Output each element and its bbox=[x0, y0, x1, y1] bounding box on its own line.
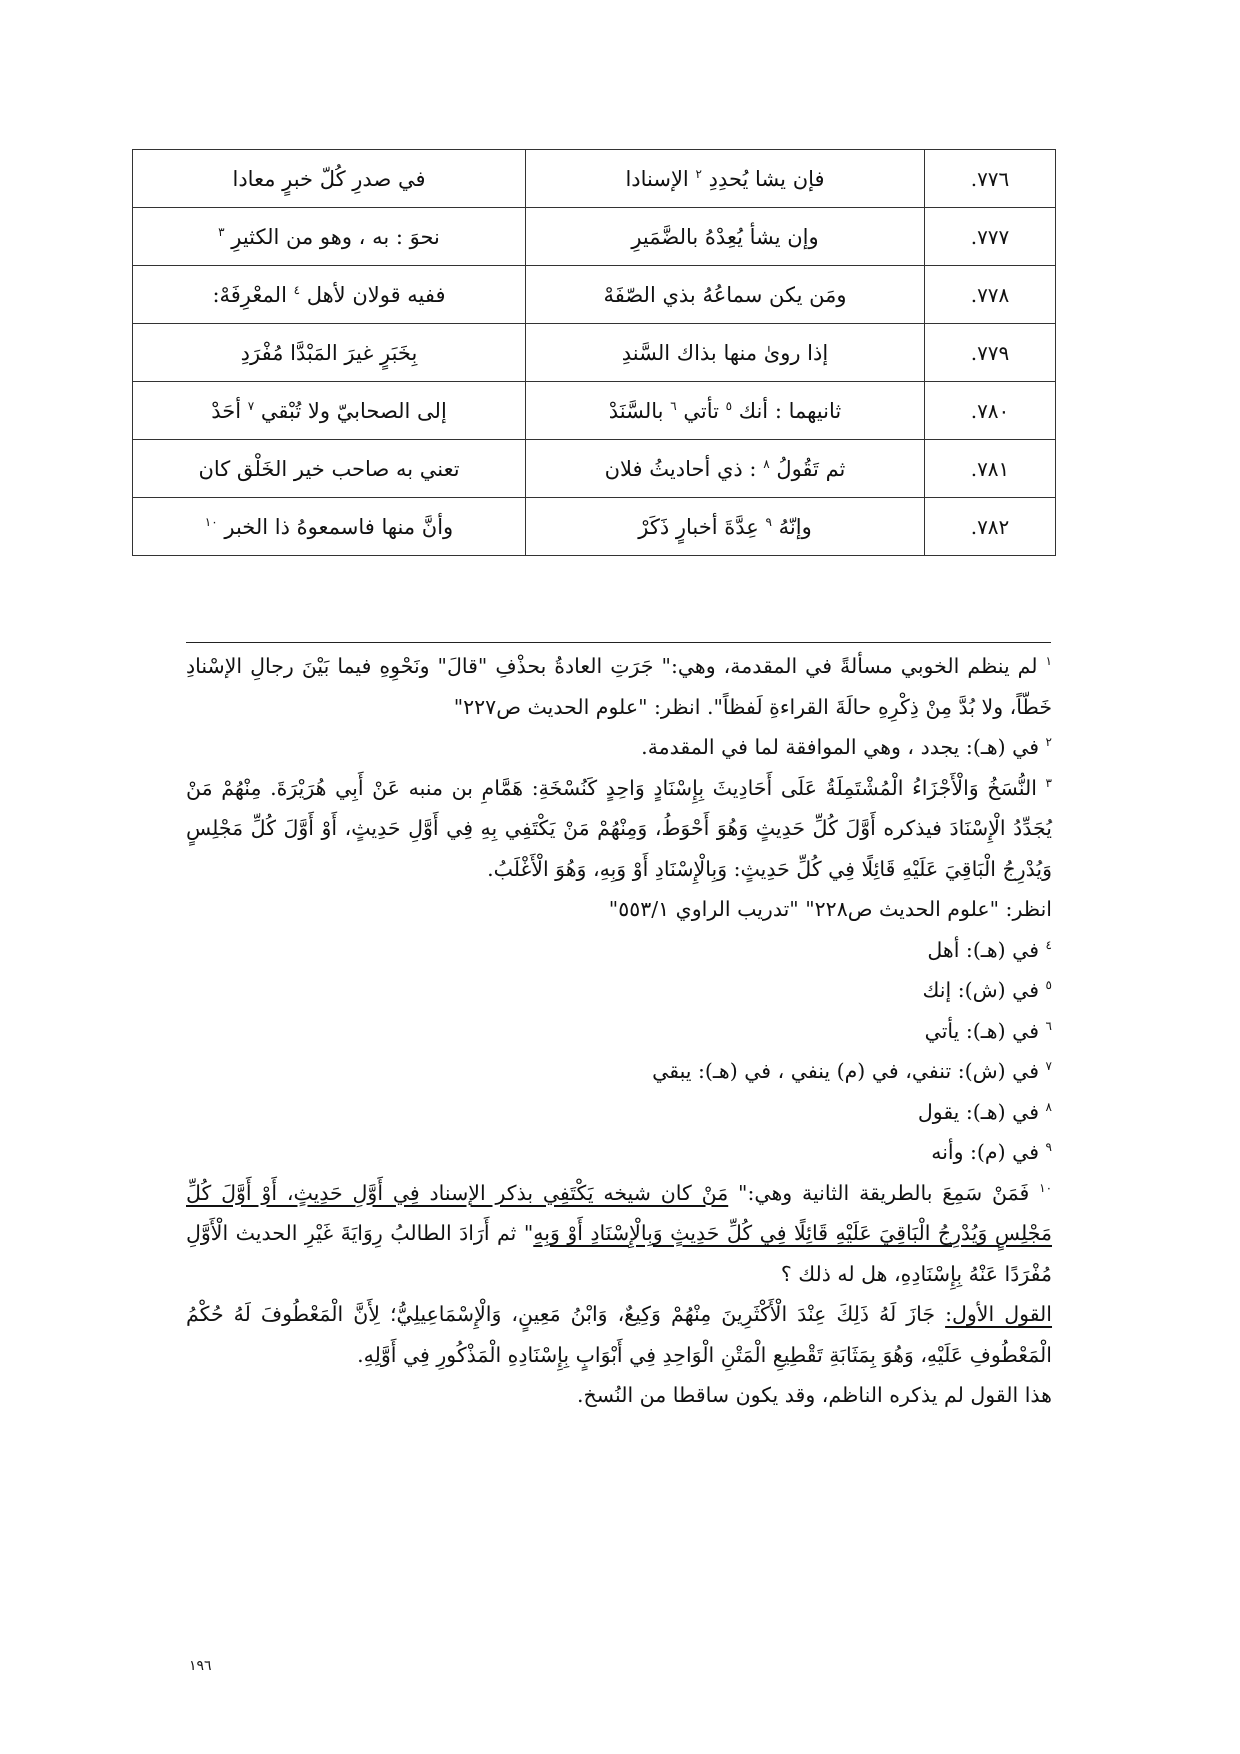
verse-second-hemistich: ففيه قولان لأهل $^٤$ المعْرِفَهْ: bbox=[133, 266, 526, 324]
footnote-mark: ٤ bbox=[1045, 937, 1052, 952]
footnote-10: $^{١٠}$ فَمَنْ سَمِعَ بالطريقة الثانية وهي:" مَنْ كان شيخه يَكْتَفِي بذكر الإسناد فِي أَوَّلِ حَدِيثٍ، أَوْ أَوَّلَ كُلِّ مَجْلِسٍ وَيُدْرِجُ الْبَاقِيَ عَلَيْهِ قَائِلًا فِي كُلِّ حَدِيثٍ وَبِالْإِسْنَادِ أَوْ وَبِهِ" ثم أَرَادَ الطالبُ رِوَايَةَ غَيْرِ الحديث الْأَوَّلِ مُفْرَدًا عَنْهُ بِإِسْنَادِهِ، هل له ذلك ؟ bbox=[186, 1180, 1053, 1286]
footnotes bbox=[186, 646, 1052, 1416]
verse-number: ٧٧٨. bbox=[925, 266, 1056, 324]
footnote-6: $^٦$ في (هـ): يأتي bbox=[924, 1018, 1052, 1043]
first-opinion: القول الأول: جَازَ لَهُ ذَلِكَ عِنْدَ الْأَكْثَرِينَ مِنْهُمْ وَكِيعٌ، وَابْنُ مَعِينٍ، وَالْإِسْمَاعِيلِيُّ؛ لِأَنَّ الْمَعْطُوفَ لَهُ حُكْمُ الْمَعْطُوفِ عَلَيْهِ، وَهُوَ بِمَثَابَةِ تَقْطِيعِ الْمَتْنِ الْوَاحِدِ فِي أَبْوَابٍ بِإِسْنَادِهِ الْمَذْكُورِ فِي أَوَّلِهِ. bbox=[186, 1302, 1053, 1367]
page-number: ١٩٦ bbox=[189, 1658, 212, 1674]
verse-number: ٧٧٧. bbox=[925, 208, 1056, 266]
footnote-7: $^٧$ في (ش): تنفي، في (م) ينفي ، في (هـ): يبقي bbox=[652, 1059, 1052, 1083]
verse-number: ٧٨٠. bbox=[925, 382, 1056, 440]
verse-row bbox=[133, 150, 1056, 208]
first-opinion-label: القول الأول: bbox=[945, 1302, 1053, 1326]
footnote-3-reference: انظر: "علوم الحديث ص٢٢٨" "تدريب الراوي ٥٥٣/١" bbox=[608, 897, 1052, 921]
footnote-ref: ١٠ bbox=[204, 514, 218, 529]
footnote-mark: ٢ bbox=[1045, 735, 1052, 750]
footnote-mark: ٨ bbox=[1045, 1099, 1052, 1114]
verse-second-hemistich: نحوَ : به ، وهو من الكثيرِ $^٣$ bbox=[133, 208, 526, 266]
footnote-ref: ٨ bbox=[763, 456, 770, 471]
verse-row bbox=[133, 382, 1056, 440]
footnote-mark: ٦ bbox=[1045, 1018, 1052, 1033]
verse-number: ٧٨٢. bbox=[925, 498, 1056, 556]
underlined-quote: مَنْ كان شيخه يَكْتَفِي بذكر الإسناد فِي أَوَّلِ حَدِيثٍ، أَوْ أَوَّلَ كُلِّ مَجْلِسٍ وَيُدْرِجُ الْبَاقِيَ عَلَيْهِ قَائِلًا فِي كُلِّ حَدِيثٍ وَبِالْإِسْنَادِ أَوْ وَبِهِ bbox=[186, 1180, 1052, 1245]
verse-second-hemistich: تعني به صاحب خير الخَلْق كان bbox=[133, 440, 526, 498]
verse-second-hemistich: إلى الصحابيّ ولا تُبْقي $^٧$ أحَدْ bbox=[133, 382, 526, 440]
verse-row bbox=[133, 208, 1056, 266]
footnote-9: $^٩$ في (م): وأنه bbox=[931, 1140, 1052, 1164]
verse-second-hemistich: في صدرِ كُلّ خبرٍ معادا bbox=[133, 150, 526, 208]
footnote-1: $^١$ لم ينظم الخوبي مسألةً في المقدمة، وهي:" جَرَتِ العادةُ بحذْفِ "قالَ" ونَحْوِهِ فيما بَيْنَ رجالِ الإسْنادِ خَطّاً، ولا بُدَّ مِنْ ذِكْرِهِ حالَةَ القراءةِ لَفظاً". انظر: "علوم الحديث ص٢٢٧" bbox=[186, 654, 1052, 719]
verse-second-hemistich: وأنَّ منها فاسمعوهُ ذا الخبر $^{١٠}$ bbox=[133, 498, 526, 556]
footnote-mark: ٧ bbox=[1045, 1059, 1052, 1074]
footnote-mark: ٣ bbox=[1045, 775, 1052, 790]
verse-first-hemistich: ثم تَقُولُ $^٨$ : ذي أحاديثُ فلان bbox=[526, 440, 925, 498]
footnote-2: $^٢$ في (هـ): يجدد ، وهي الموافقة لما في المقدمة. bbox=[641, 735, 1052, 759]
footnote-ref: ٢ bbox=[695, 166, 702, 181]
verse-row bbox=[133, 324, 1056, 382]
verse-first-hemistich: وإن يشأ يُعِدْهُ بالضَّمَيرِ bbox=[526, 208, 925, 266]
verse-first-hemistich: ثانيهما : أنك $^٥$ تأتي $^٦$ بالسَّنَدْ bbox=[526, 382, 925, 440]
verse-row bbox=[133, 266, 1056, 324]
verse-row bbox=[133, 440, 1056, 498]
footnote-3: $^٣$ النُّسَخُ وَالْأَجْزَاءُ الْمُشْتَمِلَةُ عَلَى أَحَادِيثَ بِإِسْنَادٍ وَاحِدٍ كَنُسْخَةِ: هَمَّامِ بن منبه عَنْ أَبِي هُرَيْرَةَ. مِنْهُمْ مَنْ يُجَدِّدُ الْإِسْنَادَ فيذكره أَوَّلَ كُلِّ حَدِيثٍ وَهُوَ أَحْوَطُ، وَمِنْهُمْ مَنْ يَكْتَفِي بِهِ فِي أَوَّلِ حَدِيثٍ، أَوْ أَوَّلَ كُلِّ مَجْلِسٍ وَيُدْرِجُ الْبَاقِيَ عَلَيْهِ قَائِلًا فِي كُلِّ حَدِيثٍ: وَبِالْإِسْنَادِ أَوْ وَبِهِ، وَهُوَ الْأَغْلَبُ. bbox=[186, 775, 1052, 881]
footnote-ref: ٦ bbox=[670, 398, 677, 413]
footnote-separator bbox=[186, 642, 1051, 643]
verse-first-hemistich: وإنّهُ $^٩$ عِدَّةَ أخبارٍ ذَكَرْ bbox=[526, 498, 925, 556]
verse-number: ٧٧٩. bbox=[925, 324, 1056, 382]
footnote-mark: ٥ bbox=[1045, 978, 1052, 993]
footnote-4: $^٤$ في (هـ): أهل bbox=[927, 937, 1052, 962]
verse-second-hemistich: بِخَبَرٍ غيرَ المَبْدَّا مُفْرَدِ bbox=[133, 324, 526, 382]
footnote-mark: ٩ bbox=[1045, 1140, 1052, 1155]
verse-row bbox=[133, 498, 1056, 556]
footnote-5: $^٥$ في (ش): إنك bbox=[922, 978, 1052, 1002]
verse-table bbox=[132, 149, 1056, 556]
verse-first-hemistich: ومَن يكن سماعُهُ بذي الصّفَهْ bbox=[526, 266, 925, 324]
footnote-ref: ٣ bbox=[218, 224, 225, 239]
verse-number: ٧٧٦. bbox=[925, 150, 1056, 208]
verse-number: ٧٨١. bbox=[925, 440, 1056, 498]
footnote-ref: ٤ bbox=[293, 282, 301, 297]
footnote-ref: ٧ bbox=[247, 398, 255, 413]
footnote-mark: ١ bbox=[1045, 654, 1052, 669]
footnote-ref: ٥ bbox=[725, 398, 733, 413]
verse-first-hemistich: فإن يشا يُحدِدِ $^٢$ الإسنادا bbox=[526, 150, 925, 208]
footnote-8: $^٨$ في (هـ): يقول bbox=[917, 1099, 1052, 1124]
verse-first-hemistich: إذا روىٰ منها بذاك السَّندِ bbox=[526, 324, 925, 382]
closing-note: هذا القول لم يذكره الناظم، وقد يكون ساقطا من النُسخ. bbox=[577, 1383, 1052, 1407]
footnote-ref: ٩ bbox=[765, 514, 772, 529]
footnote-mark: ١٠ bbox=[1039, 1180, 1053, 1195]
